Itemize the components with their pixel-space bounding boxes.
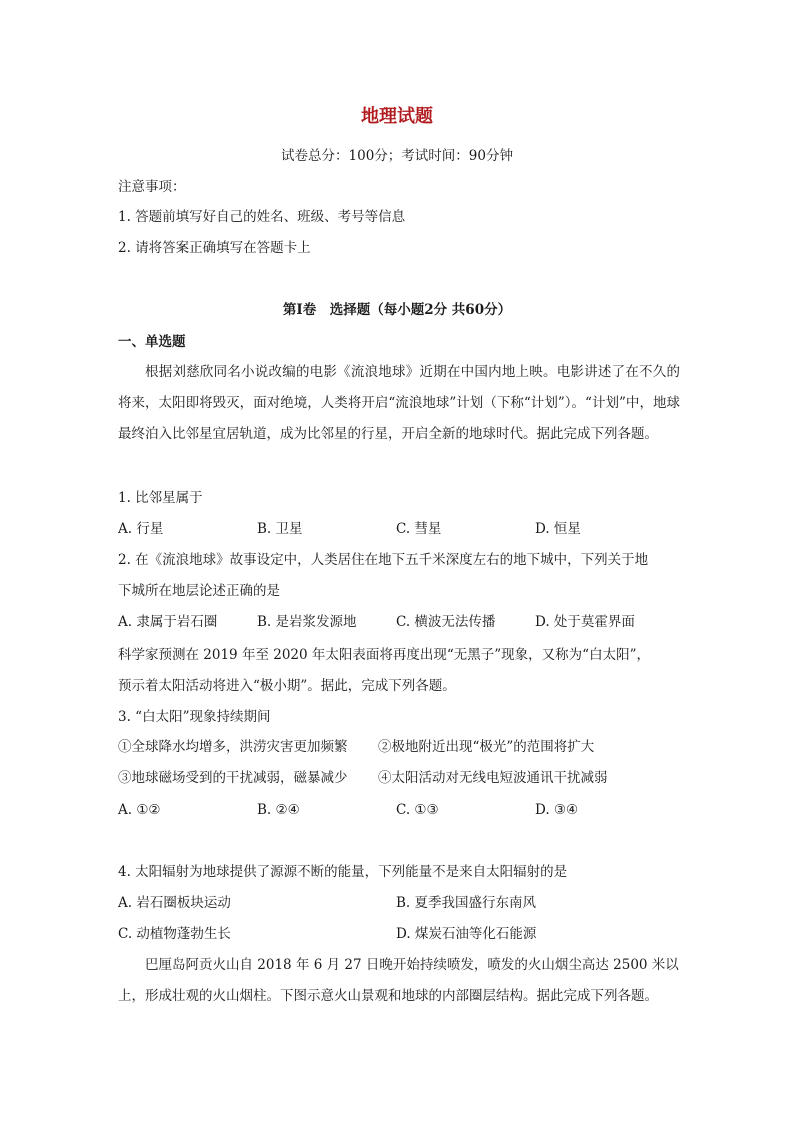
question-2-stem-line2: 下城所在地层论述正确的是 [118,583,280,599]
question-1-stem: 1. 比邻星属于 [118,490,203,506]
question-4-option-d: D. 煤炭石油等化石能源 [396,926,537,942]
passage-2-line2: 预示着太阳活动将进入“极小期”。据此，完成下列各题。 [118,678,456,694]
exam-title: 地理试题 [361,106,433,127]
question-3-statement-2: ②极地附近出现“极光”的范围将扩大 [378,739,595,755]
question-4-option-a: A. 岩石圈板块运动 [118,895,231,911]
question-4-stem: 4. 太阳辐射为地球提供了源源不断的能量，下列能量不是来自太阳辐射的是 [118,864,568,880]
passage-1 [118,357,680,450]
exam-subtitle: 试卷总分：100分；考试时间：90分钟 [281,148,513,164]
question-3-statement-4: ④太阳活动对无线电短波通讯干扰减弱 [378,770,608,786]
question-3-option-d: D. ③④ [535,802,579,818]
question-4-option-c: C. 动植物蓬勃生长 [118,926,231,942]
passage-3-line1: 巴厘岛阿贡火山自 2018 年 6 月 27 日晚开始持续喷发，喷发的火山烟尘高达 2500 米以 [145,957,679,973]
question-3-stem: 3. “白太阳”现象持续期间 [118,709,271,725]
question-3-option-b: B. ②④ [257,802,300,818]
question-2-option-d: D. 处于莫霍界面 [535,614,635,630]
question-1-option-c: C. 彗星 [396,521,442,537]
question-1-option-a: A. 行星 [118,521,164,537]
question-2-stem-line1: 2. 在《流浪地球》故事设定中，人类居住在地下五千米深度左右的地下城中，下列关于地 [118,552,649,568]
question-2-option-b: B. 是岩浆发源地 [257,614,357,630]
question-2-option-a: A. 隶属于岩石圈 [118,614,218,630]
notice-heading: 注意事项： [118,179,186,195]
passage-1-text: 根据刘慈欣同名小说改编的电影《流浪地球》近期在中国内地上映。电影讲述了在不久的将来，太阳即将毁灭，面对绝境，人类将开启“流浪地球”计划（下称“计划”）。“计划”中，地球最终泊入比邻星宜居轨道，成为比邻星的行星，开启全新的地球时代。据此完成下列各题。 [118,364,680,442]
question-3-statement-1: ①全球降水均增多，洪涝灾害更加频繁 [118,739,348,755]
question-4-option-b: B. 夏季我国盛行东南风 [396,895,537,911]
question-1-option-d: D. 恒星 [535,521,581,537]
passage-2-line1: 科学家预测在 2019 年至 2020 年太阳表面将再度出现“无黑子”现象，又称为“白太阳”， [118,647,650,663]
question-3-option-c: C. ①③ [396,802,439,818]
question-3-option-a: A. ①② [118,802,161,818]
question-3-statement-3: ③地球磁场受到的干扰减弱，磁暴减少 [118,770,348,786]
notice-item: 1. 答题前填写好自己的姓名、班级、考号等信息 [118,209,406,225]
passage-3-line2: 上，形成壮观的火山烟柱。下图示意火山景观和地球的内部圈层结构。据此完成下列各题。 [118,988,658,1004]
question-1-option-b: B. 卫星 [257,521,303,537]
section-title: 第I卷 选择题（每小题2分 共60分） [282,302,512,318]
notice-item: 2. 请将答案正确填写在答题卡上 [118,240,311,256]
question-2-option-c: C. 横波无法传播 [396,614,496,630]
part-heading: 一、单选题 [118,334,186,350]
